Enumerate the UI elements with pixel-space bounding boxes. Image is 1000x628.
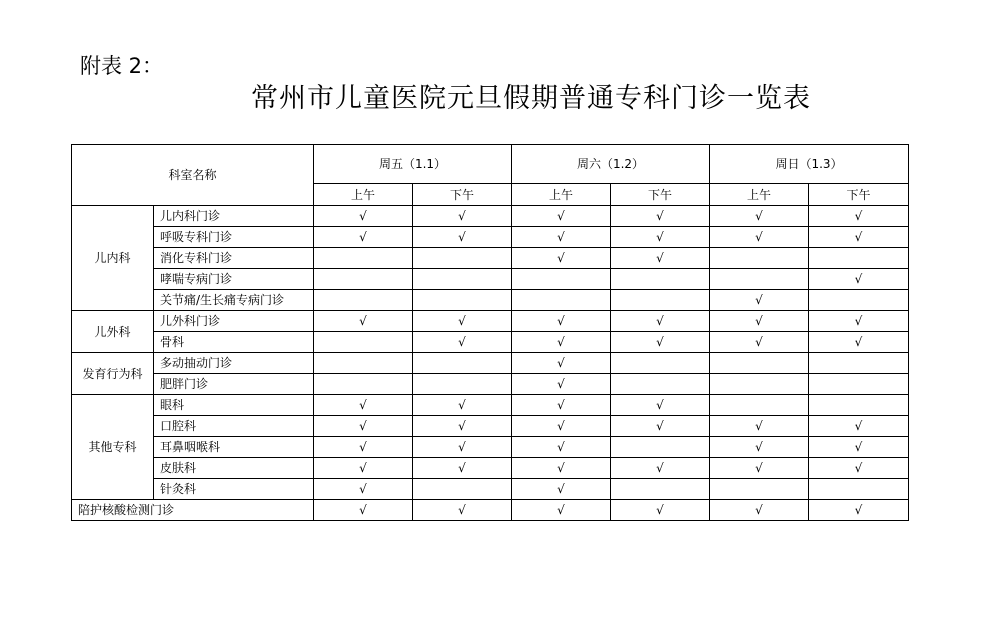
schedule-body	[72, 206, 909, 521]
check-mark-cell: √	[413, 458, 512, 479]
table-row	[72, 458, 909, 479]
half-day-header: 上午	[710, 184, 809, 206]
day-header-sun: 周日（1.3）	[710, 145, 909, 184]
empty-slot-cell	[314, 332, 413, 353]
check-mark-cell: √	[314, 479, 413, 500]
check-mark-cell: √	[809, 269, 909, 290]
check-mark-cell: √	[710, 437, 809, 458]
check-mark-cell: √	[710, 311, 809, 332]
category-cell: 儿外科	[72, 311, 154, 353]
clinic-name-cell: 口腔科	[154, 416, 314, 437]
half-day-header: 上午	[314, 184, 413, 206]
empty-slot-cell	[809, 353, 909, 374]
empty-slot-cell	[710, 269, 809, 290]
empty-slot-cell	[413, 269, 512, 290]
check-mark-cell: √	[512, 353, 611, 374]
clinic-name-cell: 眼科	[154, 395, 314, 416]
clinic-name-cell: 陪护核酸检测门诊	[72, 500, 314, 521]
check-mark-cell: √	[710, 290, 809, 311]
check-mark-cell: √	[611, 500, 710, 521]
table-row	[72, 269, 909, 290]
check-mark-cell: √	[512, 311, 611, 332]
check-mark-cell: √	[809, 332, 909, 353]
check-mark-cell: √	[809, 416, 909, 437]
empty-slot-cell	[314, 248, 413, 269]
clinic-name-cell: 针灸科	[154, 479, 314, 500]
clinic-name-cell: 骨科	[154, 332, 314, 353]
check-mark-cell: √	[512, 374, 611, 395]
empty-slot-cell	[413, 479, 512, 500]
check-mark-cell: √	[413, 332, 512, 353]
check-mark-cell: √	[413, 206, 512, 227]
empty-slot-cell	[314, 269, 413, 290]
empty-slot-cell	[710, 479, 809, 500]
day-header-fri: 周五（1.1）	[314, 145, 512, 184]
table-row	[72, 479, 909, 500]
check-mark-cell: √	[314, 500, 413, 521]
check-mark-cell: √	[512, 416, 611, 437]
document-title: 常州市儿童医院元旦假期普通专科门诊一览表	[251, 83, 811, 114]
empty-slot-cell	[413, 374, 512, 395]
empty-slot-cell	[314, 290, 413, 311]
clinic-schedule-table	[71, 144, 909, 521]
empty-slot-cell	[314, 353, 413, 374]
table-row	[72, 416, 909, 437]
category-cell: 儿内科	[72, 206, 154, 311]
empty-slot-cell	[710, 353, 809, 374]
department-header: 科室名称	[72, 145, 314, 206]
check-mark-cell: √	[512, 479, 611, 500]
table-row	[72, 311, 909, 332]
half-day-header: 上午	[512, 184, 611, 206]
half-day-header: 下午	[809, 184, 909, 206]
table-row	[72, 206, 909, 227]
check-mark-cell: √	[611, 206, 710, 227]
empty-slot-cell	[710, 395, 809, 416]
check-mark-cell: √	[314, 395, 413, 416]
check-mark-cell: √	[314, 416, 413, 437]
empty-slot-cell	[710, 248, 809, 269]
check-mark-cell: √	[611, 395, 710, 416]
check-mark-cell: √	[413, 500, 512, 521]
check-mark-cell: √	[611, 332, 710, 353]
check-mark-cell: √	[611, 227, 710, 248]
table-row	[72, 227, 909, 248]
attachment-label: 附表 2：	[80, 54, 164, 78]
empty-slot-cell	[611, 269, 710, 290]
check-mark-cell: √	[413, 395, 512, 416]
empty-slot-cell	[809, 395, 909, 416]
table-row	[72, 374, 909, 395]
table-row	[72, 248, 909, 269]
half-day-header: 下午	[413, 184, 512, 206]
clinic-name-cell: 耳鼻咽喉科	[154, 437, 314, 458]
check-mark-cell: √	[611, 458, 710, 479]
check-mark-cell: √	[413, 437, 512, 458]
table-row	[72, 500, 909, 521]
day-header-sat: 周六（1.2）	[512, 145, 710, 184]
empty-slot-cell	[611, 374, 710, 395]
empty-slot-cell	[809, 290, 909, 311]
empty-slot-cell	[809, 479, 909, 500]
clinic-name-cell: 哮喘专病门诊	[154, 269, 314, 290]
check-mark-cell: √	[314, 311, 413, 332]
clinic-name-cell: 儿内科门诊	[154, 206, 314, 227]
check-mark-cell: √	[512, 332, 611, 353]
check-mark-cell: √	[314, 458, 413, 479]
check-mark-cell: √	[611, 416, 710, 437]
category-cell: 发育行为科	[72, 353, 154, 395]
check-mark-cell: √	[809, 437, 909, 458]
check-mark-cell: √	[512, 395, 611, 416]
check-mark-cell: √	[413, 311, 512, 332]
clinic-name-cell: 消化专科门诊	[154, 248, 314, 269]
check-mark-cell: √	[710, 416, 809, 437]
check-mark-cell: √	[512, 227, 611, 248]
table-row	[72, 290, 909, 311]
empty-slot-cell	[512, 269, 611, 290]
check-mark-cell: √	[314, 437, 413, 458]
empty-slot-cell	[512, 290, 611, 311]
check-mark-cell: √	[512, 437, 611, 458]
check-mark-cell: √	[611, 311, 710, 332]
empty-slot-cell	[611, 290, 710, 311]
table-row	[72, 353, 909, 374]
empty-slot-cell	[710, 374, 809, 395]
check-mark-cell: √	[512, 500, 611, 521]
clinic-name-cell: 皮肤科	[154, 458, 314, 479]
half-day-header: 下午	[611, 184, 710, 206]
clinic-name-cell: 多动抽动门诊	[154, 353, 314, 374]
check-mark-cell: √	[611, 248, 710, 269]
empty-slot-cell	[413, 290, 512, 311]
check-mark-cell: √	[512, 458, 611, 479]
empty-slot-cell	[611, 479, 710, 500]
table-row	[72, 437, 909, 458]
clinic-name-cell: 关节痛/生长痛专病门诊	[154, 290, 314, 311]
clinic-name-cell: 呼吸专科门诊	[154, 227, 314, 248]
empty-slot-cell	[611, 353, 710, 374]
empty-slot-cell	[809, 248, 909, 269]
check-mark-cell: √	[512, 206, 611, 227]
check-mark-cell: √	[809, 206, 909, 227]
table-row	[72, 332, 909, 353]
check-mark-cell: √	[710, 458, 809, 479]
check-mark-cell: √	[314, 206, 413, 227]
table-row	[72, 395, 909, 416]
check-mark-cell: √	[314, 227, 413, 248]
check-mark-cell: √	[413, 416, 512, 437]
empty-slot-cell	[413, 248, 512, 269]
check-mark-cell: √	[809, 500, 909, 521]
check-mark-cell: √	[710, 227, 809, 248]
check-mark-cell: √	[710, 500, 809, 521]
check-mark-cell: √	[809, 458, 909, 479]
empty-slot-cell	[314, 374, 413, 395]
check-mark-cell: √	[710, 332, 809, 353]
empty-slot-cell	[809, 374, 909, 395]
clinic-name-cell: 肥胖门诊	[154, 374, 314, 395]
check-mark-cell: √	[710, 206, 809, 227]
check-mark-cell: √	[809, 311, 909, 332]
clinic-name-cell: 儿外科门诊	[154, 311, 314, 332]
empty-slot-cell	[413, 353, 512, 374]
check-mark-cell: √	[809, 227, 909, 248]
empty-slot-cell	[611, 437, 710, 458]
check-mark-cell: √	[413, 227, 512, 248]
category-cell: 其他专科	[72, 395, 154, 500]
check-mark-cell: √	[512, 248, 611, 269]
